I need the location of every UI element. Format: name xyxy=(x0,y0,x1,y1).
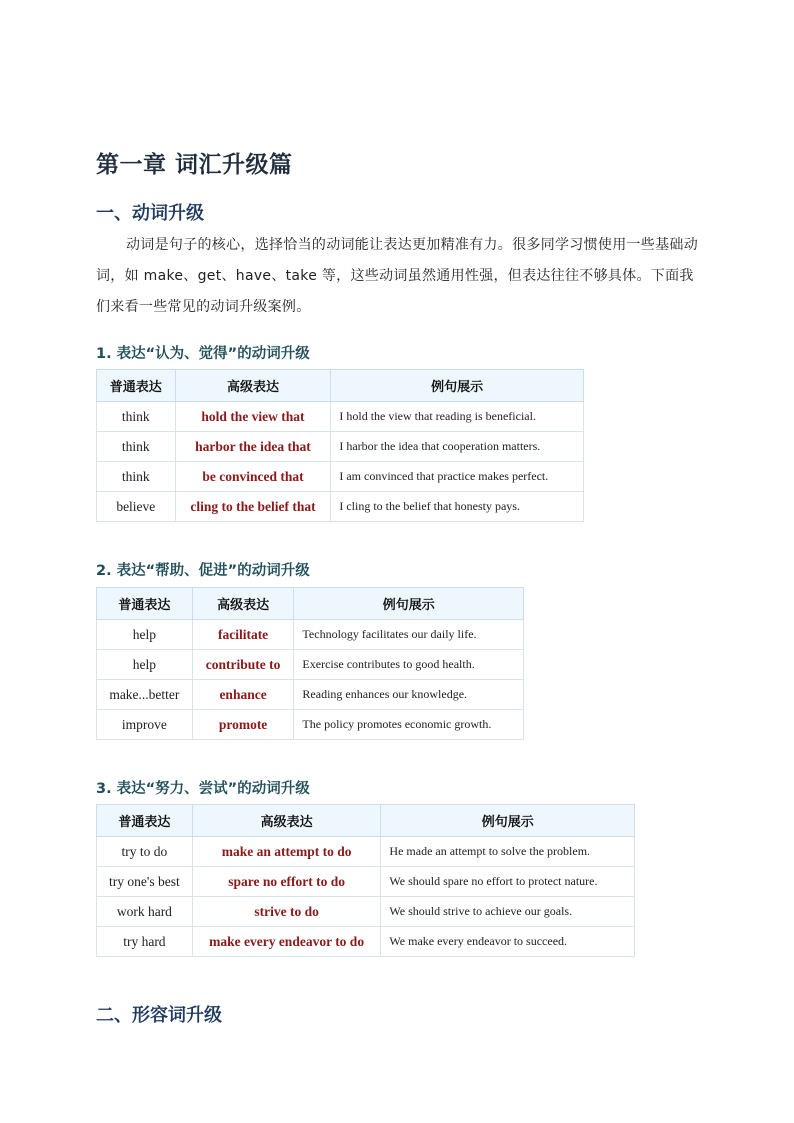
header-basic: 普通表达 xyxy=(97,805,193,837)
table-header-row xyxy=(97,805,635,837)
verb-table-1 xyxy=(96,369,584,522)
group-title-1: 1. 表达“认为、觉得”的动词升级 xyxy=(96,346,310,362)
advanced-cell: be convinced that xyxy=(175,462,331,492)
section-title-verbs: 一、动词升级 xyxy=(96,203,204,224)
header-basic: 普通表达 xyxy=(97,588,193,620)
basic-cell: make...better xyxy=(97,680,193,710)
verb-table-3 xyxy=(96,804,635,957)
section-title-adjectives: 二、形容词升级 xyxy=(96,1005,222,1026)
table-header-row xyxy=(97,588,524,620)
basic-cell: improve xyxy=(97,710,193,740)
example-cell: He made an attempt to solve the problem. xyxy=(381,837,635,867)
table-header-row xyxy=(97,370,584,402)
table-row xyxy=(97,462,584,492)
basic-cell: think xyxy=(97,462,176,492)
table-row xyxy=(97,650,524,680)
table-row xyxy=(97,837,635,867)
advanced-cell: contribute to xyxy=(192,650,294,680)
example-cell: We make every endeavor to succeed. xyxy=(381,927,635,957)
example-cell: I harbor the idea that cooperation matters. xyxy=(331,432,584,462)
group-title-3: 3. 表达“努力、尝试”的动词升级 xyxy=(96,781,310,797)
advanced-cell: cling to the belief that xyxy=(175,492,331,522)
table-row xyxy=(97,402,584,432)
example-cell: I hold the view that reading is beneficial. xyxy=(331,402,584,432)
table-row xyxy=(97,710,524,740)
example-cell: The policy promotes economic growth. xyxy=(294,710,524,740)
advanced-cell: facilitate xyxy=(192,620,294,650)
basic-cell: work hard xyxy=(97,897,193,927)
advanced-cell: make every endeavor to do xyxy=(192,927,381,957)
basic-cell: think xyxy=(97,432,176,462)
basic-cell: try hard xyxy=(97,927,193,957)
group-title-2: 2. 表达“帮助、促进”的动词升级 xyxy=(96,563,310,579)
table-row xyxy=(97,432,584,462)
example-cell: Technology facilitates our daily life. xyxy=(294,620,524,650)
advanced-cell: spare no effort to do xyxy=(192,867,381,897)
table-row xyxy=(97,897,635,927)
advanced-cell: harbor the idea that xyxy=(175,432,331,462)
example-cell: Exercise contributes to good health. xyxy=(294,650,524,680)
basic-cell: help xyxy=(97,620,193,650)
header-advanced: 高级表达 xyxy=(175,370,331,402)
header-basic: 普通表达 xyxy=(97,370,176,402)
verb-table-2 xyxy=(96,587,524,740)
advanced-cell: make an attempt to do xyxy=(192,837,381,867)
advanced-cell: enhance xyxy=(192,680,294,710)
advanced-cell: strive to do xyxy=(192,897,381,927)
table-row xyxy=(97,492,584,522)
example-cell: We should strive to achieve our goals. xyxy=(381,897,635,927)
example-cell: I cling to the belief that honesty pays. xyxy=(331,492,584,522)
example-cell: I am convinced that practice makes perfect. xyxy=(331,462,584,492)
header-advanced: 高级表达 xyxy=(192,805,381,837)
table-row xyxy=(97,867,635,897)
chapter-title: 第一章 词汇升级篇 xyxy=(96,152,293,178)
table-row xyxy=(97,927,635,957)
advanced-cell: hold the view that xyxy=(175,402,331,432)
basic-cell: try one's best xyxy=(97,867,193,897)
header-example: 例句展示 xyxy=(381,805,635,837)
basic-cell: help xyxy=(97,650,193,680)
basic-cell: try to do xyxy=(97,837,193,867)
example-cell: Reading enhances our knowledge. xyxy=(294,680,524,710)
basic-cell: believe xyxy=(97,492,176,522)
basic-cell: think xyxy=(97,402,176,432)
header-advanced: 高级表达 xyxy=(192,588,294,620)
header-example: 例句展示 xyxy=(331,370,584,402)
table-row xyxy=(97,620,524,650)
advanced-cell: promote xyxy=(192,710,294,740)
header-example: 例句展示 xyxy=(294,588,524,620)
intro-paragraph: 动词是句子的核心，选择恰当的动词能让表达更加精准有力。很多同学习惯使用一些基础动词，如 make、get、have、take 等，这些动词虽然通用性强，但表达往往不够具体。下面我们来看一些常见的动词升级案例。 xyxy=(96,237,698,315)
example-cell: We should spare no effort to protect nature. xyxy=(381,867,635,897)
table-row xyxy=(97,680,524,710)
